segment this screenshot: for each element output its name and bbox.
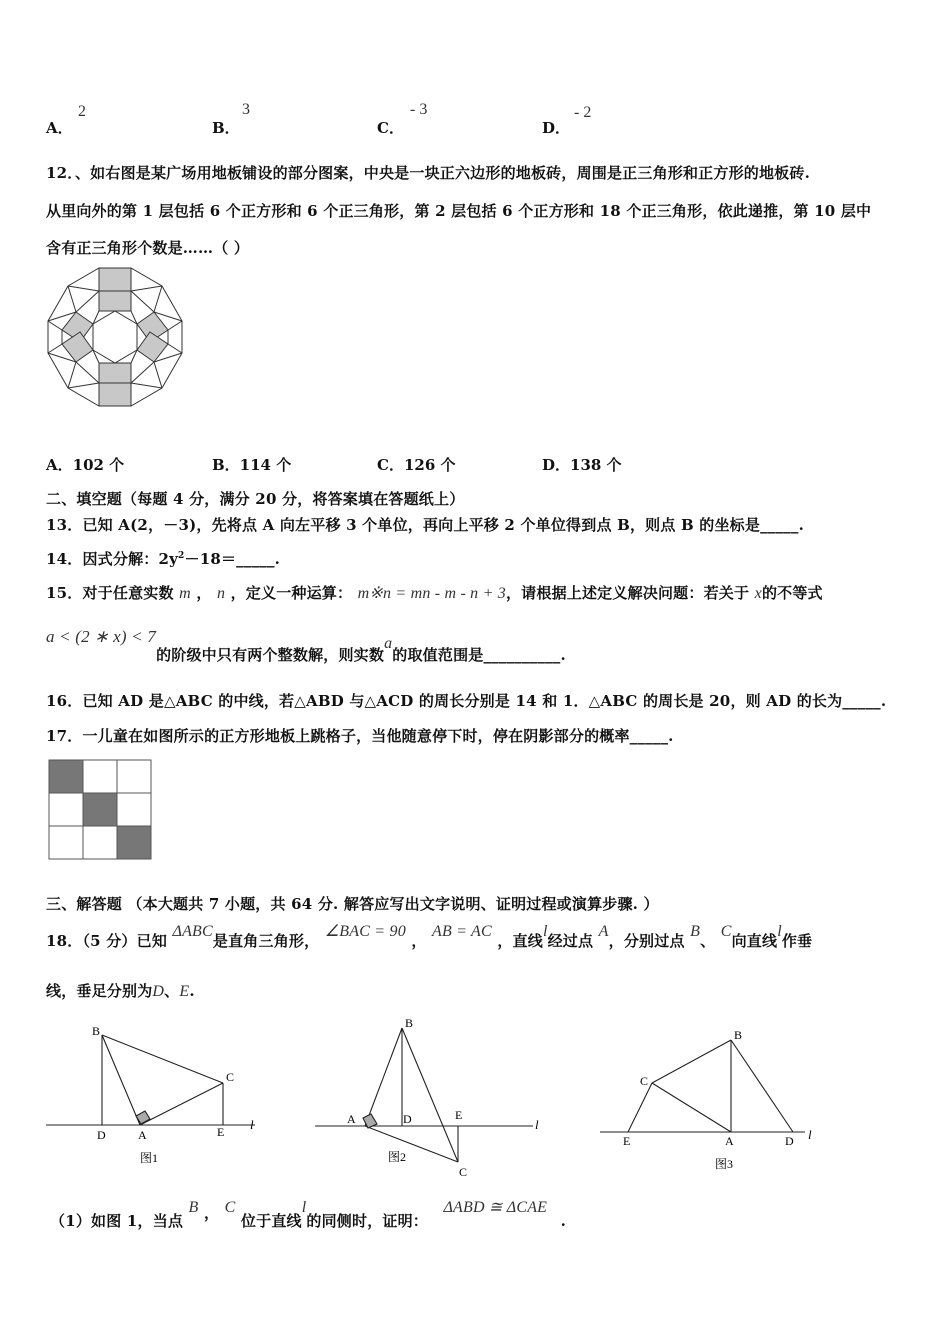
q15-inequality: a < (2 ∗ x) < 7 — [46, 627, 157, 646]
q18-line-l: l — [542, 923, 548, 940]
fig3-label-l: l — [808, 1127, 812, 1142]
grid-floor-figure — [48, 759, 152, 861]
q18-1-line-l: l — [301, 1199, 307, 1216]
q18-1-part-2: 位于直线 — [240, 1212, 302, 1230]
fig3-label-b: B — [734, 1028, 743, 1042]
fig3-label-c: C — [640, 1074, 649, 1088]
q18-triangle: ΔABC — [172, 923, 213, 940]
q11-option-b-label: B． — [212, 119, 240, 137]
q11-option-b-value: 3 — [242, 101, 250, 118]
figure-1 — [40, 1015, 280, 1175]
q12-line-3: 含有正三角形个数是……（ ） — [46, 239, 250, 257]
q18-part-5: ，分别过点 — [608, 932, 685, 950]
q18-part-4: 经过点 — [547, 932, 594, 950]
q15-line-1 — [46, 582, 823, 603]
q13-text: 13．已知 A(2，－3)，先将点 A 向左平移 3 个单位，再向上平移 2 个单位得到点 B，则点 B 的坐标是_____. — [46, 516, 804, 534]
q18-part-3: ，直线 — [497, 932, 543, 950]
fig1-label-b: B — [92, 1024, 101, 1038]
q18-point-e: E — [179, 983, 190, 1000]
q12-option-a: A．102 个 — [46, 456, 125, 474]
q18-1-part-1: （1）如图 1，当点 — [50, 1212, 184, 1230]
q11-option-a-value: 2 — [78, 103, 86, 120]
q18-part-1-line — [50, 1196, 567, 1230]
q12-option-d: D．138 个 — [542, 456, 622, 474]
q12-option-b: B．114 个 — [212, 456, 292, 474]
q12-line-2: 从里向外的第 1 层包括 6 个正方形和 6 个正三角形，第 2 层包括 6 个正方形和 18 个正三角形，依此递推，第 10 层中 — [46, 202, 872, 220]
fig3-label-d: D — [785, 1134, 794, 1148]
q15-sep: ， — [196, 584, 212, 602]
q15-part-1: 15．对于任意实数 — [46, 584, 174, 602]
q18-part-8: 作垂 — [781, 932, 813, 950]
fig2-label-b: B — [405, 1016, 414, 1030]
q15-operation: m※n = mn - m - n + 3 — [357, 585, 506, 602]
q15-var-m: m — [179, 585, 191, 602]
q18-line-1 — [46, 920, 813, 950]
fig1-label-d: D — [97, 1128, 106, 1142]
q18-point-a: A — [598, 923, 609, 940]
q12-option-c: C．126 个 — [377, 456, 456, 474]
q18-equality: AB = AC — [432, 923, 492, 940]
fig1-label-e: E — [217, 1125, 225, 1139]
q18-separator: 、 — [164, 982, 180, 1000]
section-2-heading: 二、填空题（每题 4 分，满分 20 分，将答案填在答题纸上） — [46, 490, 465, 508]
q18-1-congruence: ΔABD ≅ ΔCAE — [443, 1199, 548, 1216]
q18-point-c: C — [720, 923, 732, 940]
q15-line-2 — [46, 627, 566, 664]
q15-part-2: ，定义一种运算： — [230, 584, 353, 602]
section-3-heading: 三、解答题 （本大题共 7 小题，共 64 分. 解答应写出文字说明、证明过程或演算步骤. ） — [46, 895, 659, 913]
q18-end: . — [189, 982, 195, 1000]
q14-exponent: 2 — [178, 551, 185, 561]
q16-text: 16．已知 AD 是△ABC 的中线，若△ABD 与△ACD 的周长分别是 14 和 1．△ABC 的周长是 20，则 AD 的长为_____. — [46, 692, 887, 710]
q11-option-c-label: C． — [377, 119, 404, 137]
fig1-label-l: l — [250, 1117, 254, 1132]
q18-1-part-3: 的同侧时，证明： — [306, 1212, 428, 1230]
q11-option-d-value: - 2 — [574, 104, 592, 121]
fig1-label-c: C — [226, 1070, 235, 1084]
q11-option-a-label: A． — [46, 119, 73, 137]
q18-part-2: 是直角三角形， — [212, 932, 320, 950]
q14-post: －18＝_____. — [184, 550, 281, 568]
q15-part-5: 的阶级中只有两个整数解，则实数 — [156, 646, 385, 664]
tiling-pattern-figure — [44, 266, 186, 408]
fig3-label-a: A — [725, 1134, 734, 1148]
figure-2 — [305, 1010, 555, 1185]
fig2-caption: 图2 — [388, 1150, 407, 1164]
q18-line-2 — [46, 980, 195, 1001]
fig2-label-d: D — [403, 1112, 412, 1126]
q18-line-l-2: l — [777, 923, 782, 940]
q18-comma: ， — [411, 932, 427, 950]
q14-text — [46, 548, 280, 569]
q12-line-1: 12．、如右图是某广场用地板铺设的部分图案，中央是一块正六边形的地板砖，周围是正三角形和正方形的地板砖. — [46, 164, 811, 182]
q15-part-4: 的不等式 — [761, 584, 823, 602]
q18-1-point-c: C — [224, 1199, 236, 1216]
figure-3 — [595, 1020, 825, 1175]
fig2-label-c: C — [459, 1165, 468, 1179]
q18-1-point-b: B — [188, 1199, 199, 1216]
fig2-label-l: l — [535, 1117, 539, 1132]
q18-1-comma: ， — [203, 1204, 220, 1222]
q18-point-d: D — [152, 983, 165, 1000]
fig1-caption: 图1 — [140, 1151, 159, 1165]
q11-option-d-label: D． — [542, 119, 571, 137]
q15-part-6: 的取值范围是__________. — [392, 646, 566, 664]
q18-part-1: 18．（5 分）已知 — [46, 932, 168, 950]
q18-part-7: 向直线 — [731, 932, 778, 950]
q18-part-6: 、 — [700, 932, 716, 950]
q15-var-a: a — [384, 635, 393, 652]
q14-pre: 14．因式分解：2y — [46, 550, 179, 568]
q15-part-3: ，请根据上述定义解决问题：若关于 — [505, 584, 750, 602]
fig1-label-a: A — [138, 1128, 147, 1142]
q15-var-n: n — [216, 585, 226, 602]
q11-option-c-value: - 3 — [410, 101, 428, 118]
q17-text: 17．一儿童在如图所示的正方形地板上跳格子，当他随意停下时，停在阴影部分的概率_____. — [46, 727, 674, 745]
fig2-label-a: A — [347, 1112, 356, 1126]
fig3-caption: 图3 — [715, 1157, 734, 1171]
fig3-label-e: E — [623, 1134, 631, 1148]
q18-line-2-text: 线，垂足分别为 — [46, 982, 153, 1000]
fig2-label-e: E — [455, 1108, 463, 1122]
q18-point-b: B — [690, 923, 701, 940]
q18-angle: ∠BAC = 90 — [324, 923, 406, 940]
q18-1-end: . — [560, 1212, 567, 1230]
q15-var-x: x — [754, 585, 762, 602]
